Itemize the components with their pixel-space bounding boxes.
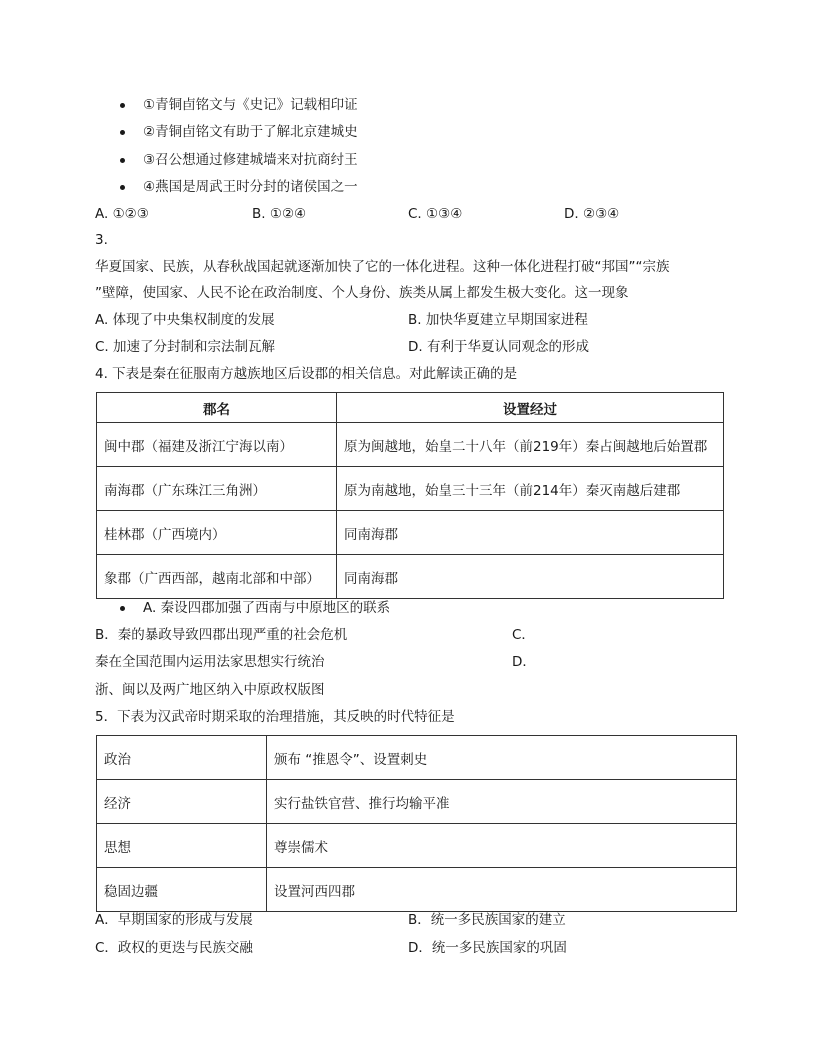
q2-option-d: D. ②③④ [564,206,620,222]
table-cell: 思想 [97,824,267,868]
q5-option-c: C．政权的更迭与民族交融 [95,940,253,956]
table-row [97,868,737,912]
table-cell: 闽中郡（福建及浙江宁海以南） [97,423,337,467]
q3-option-d: D. 有利于华夏认同观念的形成 [408,339,589,355]
table-row [97,824,737,868]
q3-stem-line2: ”壁障，使国家、人民不论在政治制度、个人身份、族类从属上都发生极大变化。这一现象 [95,285,629,301]
table-row [97,736,737,780]
q4-option-b: B．秦的暴政导致四郡出现严重的社会危机 [95,627,348,643]
q3-stem-line1: 华夏国家、民族，从春秋战国起就逐渐加快了它的一体化进程。这种一体化进程打破“邦国”“宗族 [95,259,670,275]
q2-option-c: C. ①③④ [408,206,463,222]
table-cell: 设置河西四郡 [267,868,737,912]
table-cell: 原为南越地，始皇三十三年（前214年）秦灭南越后建郡 [337,467,724,511]
q5-option-d: D．统一多民族国家的巩固 [408,940,567,956]
table-cell: 尊崇儒术 [267,824,737,868]
q4-option-c-text: 秦在全国范围内运用法家思想实行统治 [95,654,325,670]
bullet-icon [120,185,125,190]
table-cell: 象郡（广西西部，越南北部和中部） [97,555,337,599]
table-header-process: 设置经过 [337,393,724,423]
q5-stem: 5．下表为汉武帝时期采取的治理措施，其反映的时代特征是 [95,709,455,725]
q4-stem: 4. 下表是秦在征服南方越族地区后设郡的相关信息。对此解读正确的是 [95,366,518,382]
statement-3: ③召公想通过修建城墙来对抗商纣王 [143,152,358,168]
q5-option-a: A．早期国家的形成与发展 [95,912,253,928]
table-row [97,423,724,467]
table-cell: 实行盐铁官营、推行均输平准 [267,780,737,824]
bullet-icon [120,158,125,163]
table-row [97,780,737,824]
table-header-name: 郡名 [97,393,337,423]
q3-option-b: B. 加快华夏建立早期国家进程 [408,312,588,328]
q4-option-d-text: 浙、闽以及两广地区纳入中原政权版图 [95,682,325,698]
bullet-icon [120,130,125,135]
table-row [97,555,724,599]
q3-option-a: A. 体现了中央集权制度的发展 [95,312,275,328]
q4-option-a: A. 秦设四郡加强了西南与中原地区的联系 [143,600,391,616]
table-cell: 政治 [97,736,267,780]
table-cell: 桂林郡（广西境内） [97,511,337,555]
bullet-icon [120,606,125,611]
table-cell: 稳固边疆 [97,868,267,912]
q4-option-c-label: C． [512,627,535,643]
q5-table [96,735,737,912]
table-cell: 南海郡（广东珠江三角洲） [97,467,337,511]
q3-option-c: C. 加速了分封制和宗法制瓦解 [95,339,276,355]
table-cell: 同南海郡 [337,511,724,555]
statement-2: ②青铜卣铭文有助于了解北京建城史 [143,124,358,140]
statement-4: ④燕国是周武王时分封的诸侯国之一 [143,179,358,195]
table-cell: 同南海郡 [337,555,724,599]
q4-table [96,392,724,599]
q4-option-d-label: D． [512,654,536,670]
table-row [97,511,724,555]
q2-option-b: B. ①②④ [252,206,307,222]
statement-1: ①青铜卣铭文与《史记》记载相印证 [143,97,358,113]
bullet-icon [120,103,125,108]
q5-option-b: B．统一多民族国家的建立 [408,912,566,928]
table-row [97,467,724,511]
table-cell: 经济 [97,780,267,824]
table-cell: 原为闽越地，始皇二十八年（前219年）秦占闽越地后始置郡 [337,423,724,467]
q3-number: 3. [95,232,108,248]
table-cell: 颁布 “推恩令”、设置刺史 [267,736,737,780]
q2-option-a: A. ①②③ [95,206,149,222]
